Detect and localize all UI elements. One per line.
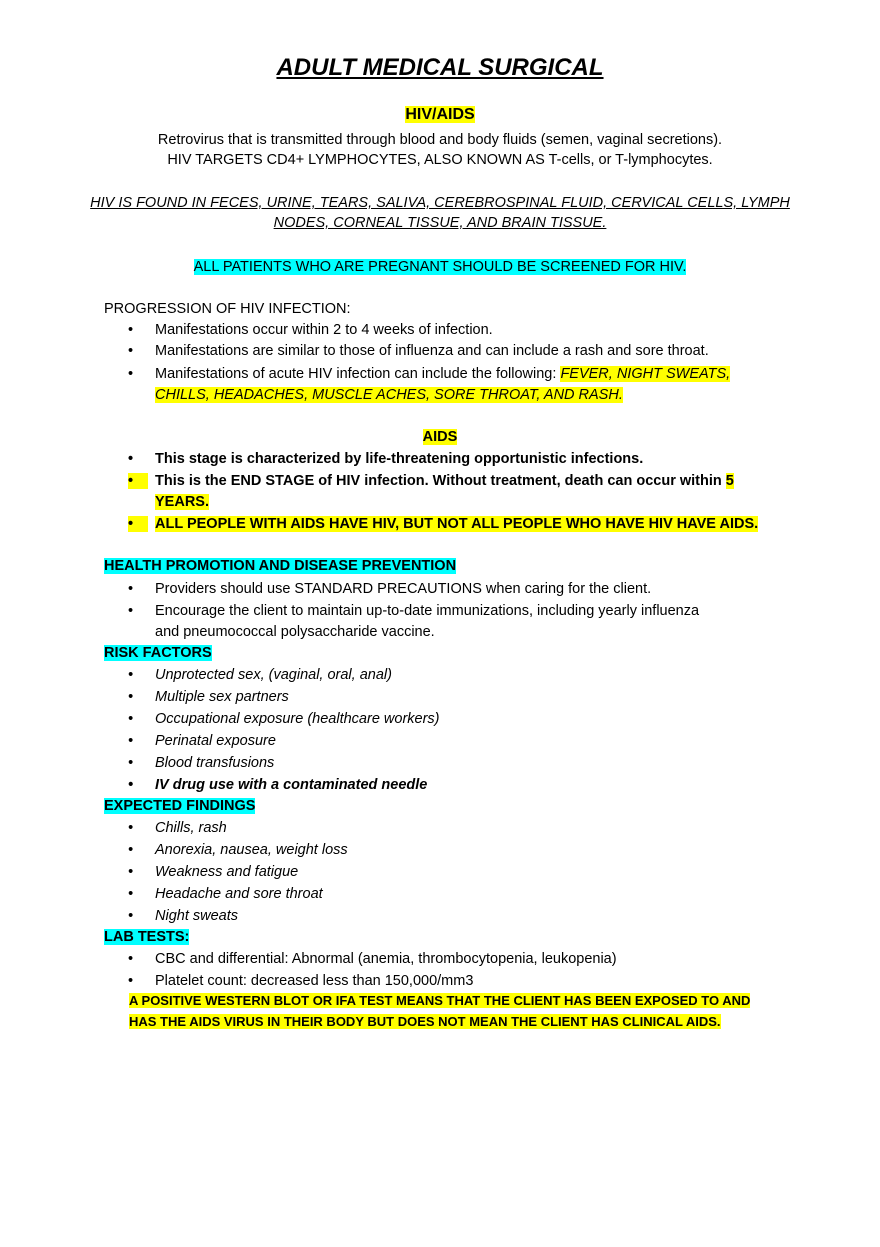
screening-row	[0, 259, 880, 275]
conclusion-line-1: A POSITIVE WESTERN BLOT OR IFA TEST MEANS THAT THE CLIENT HAS BEEN EXPOSED TO AND	[129, 993, 751, 1008]
subtitle: HIV/AIDS	[405, 106, 475, 123]
symptoms-highlight: FEVER, NIGHT SWEATS,	[560, 366, 731, 382]
intro-line-1: Retrovirus that is transmitted through blood and body fluids (semen, vaginal secretions).	[157, 132, 723, 148]
lab-tests-heading: LAB TESTS:	[104, 929, 190, 945]
bullet: •	[128, 733, 134, 749]
bullet: •	[128, 667, 134, 683]
document-page: ADULT MEDICAL SURGICAL HIV/AIDS Retrovirus that is transmitted through blood and body fluids (semen, vaginal secretions). HIV TARGETS CD4+ LYMPHOCYTES, ALSO KNOWN AS T-cells, or T-lymphocytes. HIV IS FOUND IN FECES, URINE, TEARS, SALIVA, CEREBROSPINAL FLUID, CERVICAL CELLS, LYMPH NODES, CORNEAL TISSUE, AND BRAIN TISSUE. ALL PATIENTS WHO ARE PREGNANT SHOULD BE SCREENED FOR HIV. PROGRESSION OF HIV INFECTION: • Manifestations occur within 2 to 4 weeks of infection. • Manifestations are similar to those of influenza and can include a rash and sore throat. • Manifestations of acute HIV infection can include the following: FEVER, NIGHT SWEATS, CHILLS, HEADACHES, MUSCLE ACHES, SORE THROAT, AND RASH. AIDS • This stage is characterized by life-threatening opportunistic infections. • This is the END STAGE of HIV infection. Without treatment, death can occur within 5 YEARS. • ALL PEOPLE WITH AIDS HAVE HIV, BUT NOT ALL PEOPLE WHO HAVE HIV HAVE AIDS. HEALTH PROMOTION AND DISEASE PREVENTION • Providers should use STANDARD PRECAUTIONS when caring for the client. • Encourage the client to maintain up-to-date immunizations, including yearly influenza and pneumococcal polysaccharide vaccine. RISK FACTORS • Unprotected sex, (vaginal, oral, anal) • Multiple sex partners • Occupational exposure (healthcare workers) • Perinatal exposure • Blood transfusions • IV drug use with a contaminated needle EXPECTED FINDINGS • Chills, rash • Anorexia, nausea, weight loss • Weakness and fatigue • Headache and sore throat • Night sweats LAB TESTS: • CBC and differential: Abnormal (anemia, thrombocytopenia, leukopenia) • Platelet count: decreased less than 150,000/mm3 A POSITIVE WESTERN BLOT OR IFA TEST MEANS THAT THE CLIENT HAS BEEN EXPOSED TO AND HAS THE AIDS VIRUS IN THEIR BODY BUT DOES NOT MEAN THE CLIENT HAS CLINICAL AIDS.	[0, 0, 880, 1247]
found-in-line-2: NODES, CORNEAL TISSUE, AND BRAIN TISSUE.	[273, 215, 607, 231]
bullet: •	[128, 973, 134, 989]
page-title: ADULT MEDICAL SURGICAL	[276, 54, 604, 81]
risk-factors-heading: RISK FACTORS	[104, 645, 212, 661]
bullet: •	[128, 322, 134, 338]
subtitle-row	[0, 106, 880, 124]
bullet: •	[128, 581, 134, 597]
aids-heading-row	[0, 429, 880, 445]
found-in-line-1: HIV IS FOUND IN FECES, URINE, TEARS, SALIVA, CEREBROSPINAL FLUID, CERVICAL CELLS, LYMPH	[90, 195, 790, 211]
bullet: •	[128, 451, 134, 467]
health-promotion-heading: HEALTH PROMOTION AND DISEASE PREVENTION	[104, 558, 457, 574]
bullet: •	[128, 820, 134, 836]
expected-findings-heading: EXPECTED FINDINGS	[104, 798, 256, 814]
bullet: •	[128, 777, 134, 793]
symptoms-highlight: CHILLS, HEADACHES, MUSCLE ACHES, SORE THROAT, AND RASH.	[155, 387, 623, 403]
bullet: •	[128, 366, 134, 382]
bullet: •	[128, 842, 134, 858]
bullet: •	[128, 951, 134, 967]
bullet: •	[128, 473, 148, 489]
screening-note: ALL PATIENTS WHO ARE PREGNANT SHOULD BE SCREENED FOR HIV.	[193, 259, 687, 275]
bullet: •	[128, 755, 134, 771]
bullet: •	[128, 908, 134, 924]
bullet: •	[128, 603, 134, 619]
bullet: •	[128, 689, 134, 705]
aids-heading: AIDS	[422, 429, 458, 445]
progression-heading: PROGRESSION OF HIV INFECTION:	[104, 301, 351, 317]
bullet: •	[128, 343, 134, 359]
bullet: •	[128, 516, 148, 532]
intro-line-2: HIV TARGETS CD4+ LYMPHOCYTES, ALSO KNOWN AS T-cells, or T-lymphocytes.	[167, 152, 713, 168]
bullet: •	[128, 886, 134, 902]
bullet: •	[128, 711, 134, 727]
conclusion-line-2: HAS THE AIDS VIRUS IN THEIR BODY BUT DOES NOT MEAN THE CLIENT HAS CLINICAL AIDS.	[129, 1014, 721, 1029]
bullet: •	[128, 864, 134, 880]
